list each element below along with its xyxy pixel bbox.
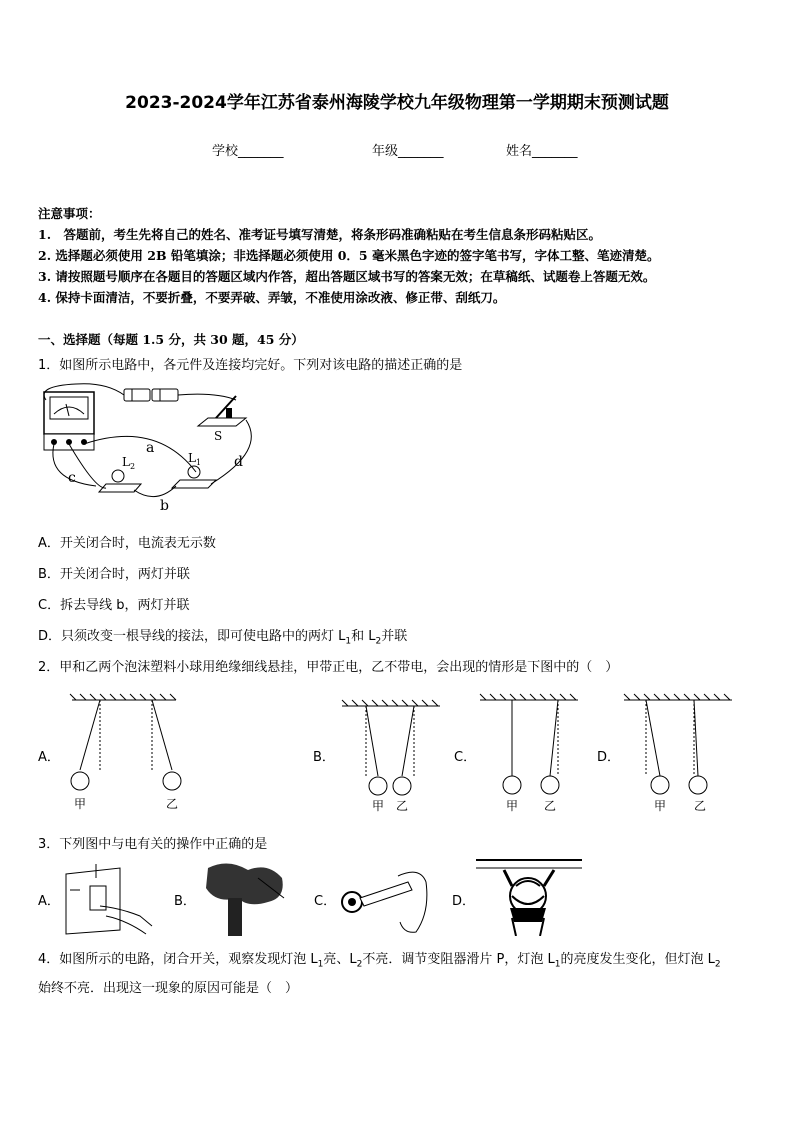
lamp-l1-label: $L_1$ <box>188 451 202 467</box>
q3-option-d: D． <box>452 894 476 909</box>
notice-item-4: 4. 保持卡面清洁，不要折叠，不要弄破、弄皱，不准使用涂改液、修正带、刮纸刀。 <box>38 290 506 305</box>
svg-text:甲: 甲 <box>372 799 385 813</box>
ammeter-icon <box>44 392 94 450</box>
grade-field: 年级_______ <box>372 144 444 159</box>
tree-kite-icon <box>198 858 288 936</box>
q2-figure-b <box>340 696 442 816</box>
q2-option-b: B． <box>313 750 335 765</box>
q1-option-d: D．只须改变一根导线的接法，即可使电路中的两灯 $L_1$和 $L_2$并联 <box>38 629 408 647</box>
page-title: 2023-2024学年江苏省泰州海陵学校九年级物理第一学期期末预测试题 <box>125 93 669 113</box>
q1-option-a: A．开关闭合时，电流表无示数 <box>38 536 216 551</box>
name-field: 姓名_______ <box>506 144 578 159</box>
q3-option-b: B． <box>174 894 196 909</box>
test-pen-icon <box>338 862 434 936</box>
notice-item-2: 2. 选择题必须使用 2B 铅笔填涂；非选择题必须使用 0．5 毫米黑色字迹的签字笔书写，字体工整、笔迹清楚。 <box>38 248 660 263</box>
q3-option-c: C． <box>314 894 337 909</box>
q4-stem-line1: 4．如图所示的电路，闭合开关，观察发现灯泡 $L_1$亮、$L_2$不亮．调节变阻器滑片 P，灯泡 $L_1$的亮度发生变化，但灯泡 $L_2$ <box>38 952 721 970</box>
svg-text:甲: 甲 <box>74 797 87 811</box>
wire-c-label: c <box>68 470 76 486</box>
svg-text:乙: 乙 <box>166 797 179 811</box>
svg-text:乙: 乙 <box>544 799 557 813</box>
wet-hand-switch-icon <box>60 860 156 936</box>
notice-item-3: 3. 请按照题号顺序在各题目的答题区域内作答，超出答题区域书写的答案无效；在草稿纸、试题卷上答题无效。 <box>38 269 656 284</box>
notice-heading: 注意事项： <box>38 206 101 221</box>
wire-d-label: d <box>234 454 243 470</box>
q2-option-c: C． <box>454 750 477 765</box>
svg-text:甲: 甲 <box>506 799 519 813</box>
q4-stem-line2: 始终不亮．出现这一现象的原因可能是（ ） <box>38 981 299 996</box>
electric-shock-icon <box>476 856 582 936</box>
lamp-l2-label: $L_2$ <box>122 455 136 471</box>
q1-stem: 1．如图所示电路中，各元件及连接均完好。下列对该电路的描述正确的是 <box>38 358 463 373</box>
svg-text:乙: 乙 <box>694 799 707 813</box>
switch-icon <box>198 396 246 426</box>
notice-item-1: 1. 答题前，考生先将自己的姓名、准考证号填写清楚，将条形码准确粘贴在考生信息条形码粘贴区。 <box>38 227 602 242</box>
q2-figure-a <box>66 690 186 815</box>
svg-text:乙: 乙 <box>396 799 409 813</box>
q2-option-a: A． <box>38 750 60 765</box>
lamp-l2-icon <box>99 470 141 492</box>
q2-stem: 2．甲和乙两个泡沫塑料小球用绝缘细线悬挂，甲带正电，乙不带电，会出现的情形是下图中的（ ） <box>38 660 619 675</box>
battery-icon <box>124 389 178 401</box>
q1-option-c: C．拆去导线 b，两灯并联 <box>38 598 190 613</box>
wire-a-label: a <box>146 440 155 456</box>
switch-label: S <box>214 429 223 443</box>
q3-stem: 3．下列图中与电有关的操作中正确的是 <box>38 837 268 852</box>
q1-option-b: B．开关闭合时，两灯并联 <box>38 567 190 582</box>
wire-b-label: b <box>160 498 169 514</box>
q1-circuit-figure <box>36 380 276 518</box>
q2-figure-d <box>622 690 734 815</box>
q3-option-a: A． <box>38 894 60 909</box>
q2-option-d: D． <box>597 750 621 765</box>
q2-figure-c <box>478 690 580 815</box>
svg-text:甲: 甲 <box>654 799 667 813</box>
school-field: 学校_______ <box>212 144 284 159</box>
section-heading: 一、选择题（每题 1.5 分，共 30 题，45 分） <box>38 332 304 347</box>
